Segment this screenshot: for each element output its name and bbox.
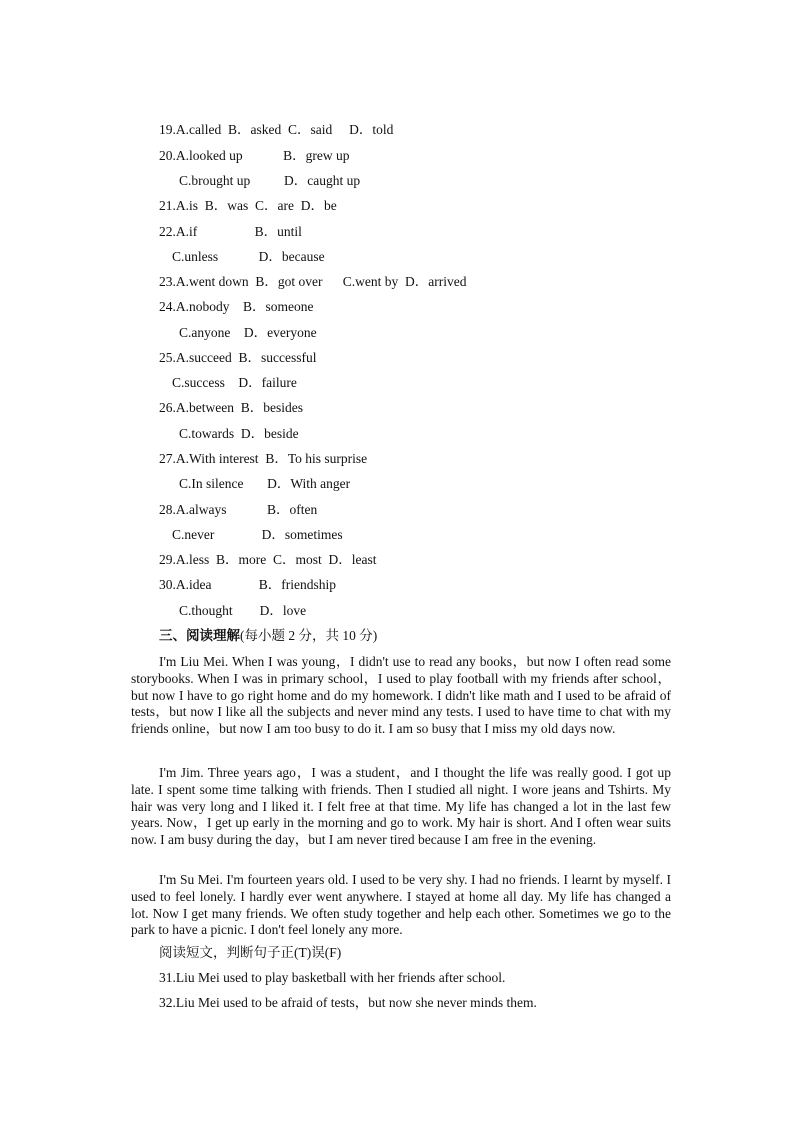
passage-liu-mei: I'm Liu Mei. When I was young，I didn't use to read any books，but now I often read some storybooks. When I was in primary school，I used to play football with my friends after school，but now I have to go right home and do my homework. I didn't like math and I used to be afraid of tests，but now I like all the subjects and never mind any tests. I used to have time to chat with my friends online，but now I am too busy to do it. I am so busy that I miss my old days now. — [131, 654, 671, 737]
option-line-22a: 22.A.if B．until — [159, 224, 302, 239]
option-line-21: 21.A.is B．was C．are D．be — [159, 198, 337, 213]
option-line-26b: C.towards D．beside — [179, 426, 299, 441]
option-line-27b: C.In silence D．With anger — [179, 476, 351, 491]
option-line-25a: 25.A.succeed B．successful — [159, 350, 317, 365]
option-line-30b: C.thought D．love — [179, 603, 307, 618]
option-line-22b: C.unless D．because — [172, 249, 325, 264]
passage-jim: I'm Jim. Three years ago，I was a student，and I thought the life was really good. I got up late. I spent some time talking with friends. Then I studied all night. I wore jeans and Tshirts. My hair was very long and I liked it. I felt free at that time. My life has changed a lot in the last few years. Now，I get up early in the morning and go to work. My hair is short. And I often wear suits now. I am busy during the day，but I am never tired because I am free in the evening. — [131, 765, 671, 848]
option-line-19: 19.A.called B．asked C．said D．told — [159, 122, 394, 137]
option-line-27a: 27.A.With interest B．To his surprise — [159, 451, 368, 466]
section-score: (每小题 2 分，共 10 分) — [240, 628, 378, 643]
passage-su-mei: I'm Su Mei. I'm fourteen years old. I used to be very shy. I had no friends. I learnt by myself. I used to feel lonely. I hardly ever went anywhere. I stayed at home all day. My life has changed a lot. Now I get many friends. We often study together and help each other. Sometimes we go to the park to have a picnic. I don't feel lonely any more. — [131, 872, 671, 938]
option-line-20a: 20.A.looked up B．grew up — [159, 148, 350, 163]
option-line-28a: 28.A.always B．often — [159, 502, 318, 517]
option-line-24b: C.anyone D．everyone — [179, 325, 317, 340]
option-line-24a: 24.A.nobody B．someone — [159, 299, 314, 314]
option-line-30a: 30.A.idea B．friendship — [159, 577, 336, 592]
option-line-20b: C.brought up D．caught up — [179, 173, 361, 188]
question-32: 32.Liu Mei used to be afraid of tests，but now she never minds them. — [159, 995, 537, 1010]
instruction: 阅读短文，判断句子正(T)误(F) — [159, 945, 342, 960]
question-31: 31.Liu Mei used to play basketball with her friends after school. — [159, 970, 506, 985]
option-line-29: 29.A.less B．more C．most D．least — [159, 552, 377, 567]
option-line-28b: C.never D．sometimes — [172, 527, 343, 542]
option-line-25b: C.success D．failure — [172, 375, 297, 390]
option-line-23: 23.A.went down B．got over C.went by D．arrived — [159, 274, 467, 289]
section-title: 三、阅读理解 — [159, 628, 240, 643]
option-line-26a: 26.A.between B．besides — [159, 400, 303, 415]
section-heading — [159, 628, 377, 644]
